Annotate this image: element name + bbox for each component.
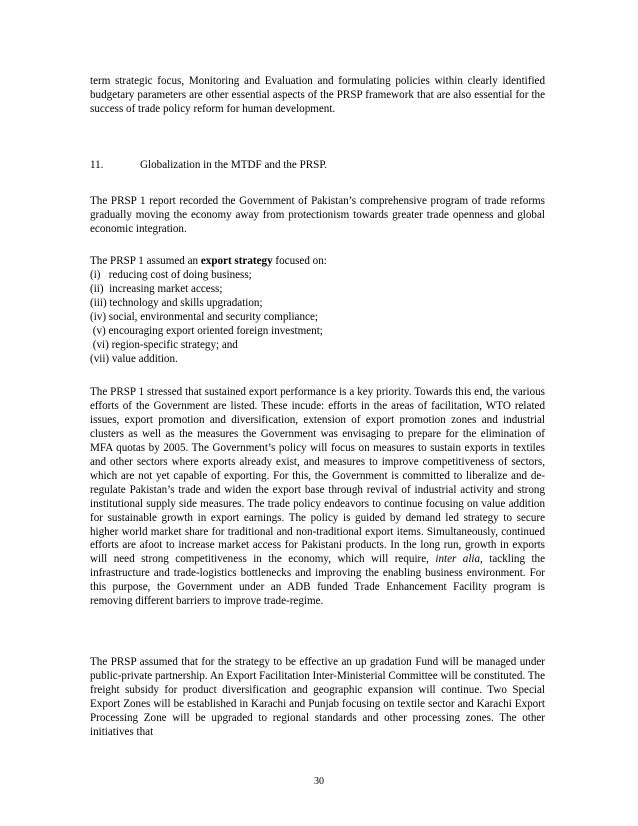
paragraph-text: The PRSP 1 stressed that sustained export performance is a key priority. Towards this end, the various efforts of the Government are listed. These incude: efforts in the areas of facilitation, WTO related issues, export promotion and diversification, extension of export promotion zones and industrial clusters as well as the measures the Government was envisaging to prepare for the elimination of MFA quotas by 2005. The Government’s policy will focus on measures to sustain exports in textiles and other sectors where exports already exist, and measures to improve competitiveness of sectors, which are not yet capable of exporting. For this, the Government is committed to liberalize and de-regulate Pakistan’s trade and widen the export base through revival of industrial activity and strong institutional supply side measures. The trade policy endeavors to continue focusing on value addition for sustainable growth in export earnings. The policy is guided by demand led strategy to secure higher world market share for traditional and non-traditional export items. Simultaneously, continued efforts are afoot to increase market access for Pakistani products. In the long run, growth in exports will need strong competitiveness in the economy, which will require, bbox=[90, 386, 545, 566]
paragraph-upgradation-fund: The PRSP assumed that for the strategy to be effective an up gradation Fund will be managed under public-private partnership. An Export Facilitation Inter-Ministerial Committee will be constituted. The freight subsidy for product diversification and geographic expansion will continue. Two Special Export Zones will be established in Karachi and Punjab focusing on textile sector and Karachi Export Processing Zone will be upgraded to regional standards and other processing zones. The other initiatives that bbox=[90, 656, 545, 738]
list-intro bbox=[90, 255, 545, 269]
section-heading bbox=[90, 159, 545, 173]
paragraph-continuation: term strategic focus, Monitoring and Evaluation and formulating policies within clearly identified budgetary parameters are other essential aspects of the PRSP framework that are also essential for the success of trade policy reform for human development. bbox=[90, 75, 545, 115]
list-intro-bold: export strategy bbox=[200, 255, 273, 267]
section-title: Globalization in the MTDF and the PRSP. bbox=[140, 159, 328, 171]
list-item: (ii) increasing market access; bbox=[90, 282, 223, 295]
page-number: 30 bbox=[314, 776, 324, 787]
list-intro-before: The PRSP 1 assumed an bbox=[90, 255, 201, 267]
list-item: (v) encouraging export oriented foreign investment; bbox=[90, 324, 323, 337]
list-item: (iii) technology and skills upgradation; bbox=[90, 296, 263, 309]
list-intro-after: focused on: bbox=[272, 255, 327, 267]
paragraph-text: , tackling the infrastructure and trade-logistics bottlenecks and improving the enabling business environment. For this purpose, the Government under an ADB funded Trade Enhancement Facility program is removing different barriers to improve trade-regime. bbox=[90, 553, 546, 608]
list-item: (i) reducing cost of doing business; bbox=[90, 268, 252, 281]
list-item: (vii) value addition. bbox=[90, 352, 178, 365]
section-number: 11. bbox=[90, 159, 104, 171]
paragraph-export-performance bbox=[90, 386, 545, 609]
export-strategy-list bbox=[90, 255, 545, 367]
paragraph-prsp-report: The PRSP 1 report recorded the Government of Pakistan’s comprehensive program of trade reforms gradually moving the economy away from protectionism towards greater trade openness and global economic integration. bbox=[90, 195, 545, 235]
paragraph-italic-text: inter alia bbox=[435, 553, 481, 566]
list-item: (iv) social, environmental and security compliance; bbox=[90, 310, 318, 323]
list-item: (vi) region-specific strategy; and bbox=[90, 338, 238, 351]
